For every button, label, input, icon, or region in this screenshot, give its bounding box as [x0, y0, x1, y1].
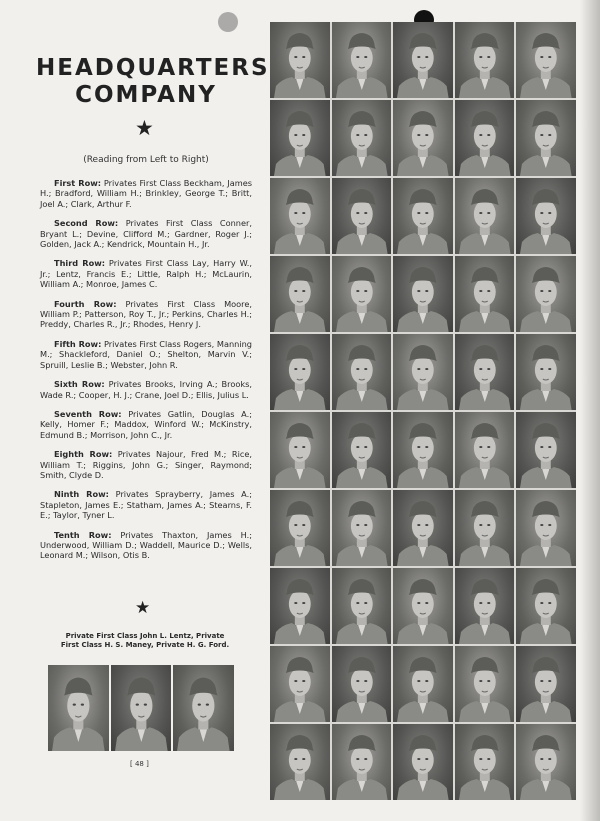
soldier-portrait — [270, 568, 330, 644]
punch-hole — [218, 12, 238, 32]
row-entry — [40, 339, 252, 370]
soldier-portrait — [332, 490, 392, 566]
soldier-portrait — [270, 334, 330, 410]
soldier-portrait — [270, 100, 330, 176]
soldier-portrait — [393, 646, 453, 722]
soldier-portrait — [270, 256, 330, 332]
row-names: Privates Brooks, Irving A.; Brooks, Wade R.; Cooper, H. J.; Crane, Joel D.; Ellis, Julius L. — [40, 379, 252, 400]
soldier-portrait — [393, 22, 453, 98]
soldier-portrait — [455, 646, 515, 722]
soldier-portrait — [455, 178, 515, 254]
soldier-portrait — [393, 256, 453, 332]
row-names: Privates Thaxton, James H.; Underwood, William D.; Waddell, Maurice D.; Wells, Leonard M.; Wilson, Otis B. — [40, 529, 252, 561]
bottom-portrait-row — [48, 665, 234, 751]
row-label: Tenth Row: — [54, 529, 112, 540]
reading-order-note: (Reading from Left to Right) — [83, 155, 209, 165]
row-names: Privates Gatlin, Douglas A.; Kelly, Homer F.; Maddox, Winford W.; McKinstry, Edmund B.; Morrison, John C., Jr. — [40, 408, 253, 440]
page-title — [36, 55, 270, 109]
soldier-portrait — [455, 568, 515, 644]
row-entry — [40, 379, 252, 400]
soldier-portrait — [516, 256, 576, 332]
row-label: Sixth Row: — [54, 379, 105, 390]
star-icon: ★ — [135, 598, 151, 618]
soldier-portrait — [455, 256, 515, 332]
soldier-portrait — [516, 334, 576, 410]
row-names: Privates Najour, Fred M.; Rice, William T.; Riggins, John G.; Singer, Raymond; Smith, Clyde D. — [40, 449, 252, 480]
row-names: Privates First Class Conner, Bryant L.; Devine, Clifford M.; Gardner, Roger J.; Golden, Jack A.; Kendrick, Mountain H., Jr. — [40, 218, 252, 250]
row-label: First Row: — [54, 178, 102, 188]
soldier-portrait — [332, 568, 392, 644]
soldier-portrait — [516, 178, 576, 254]
row-names: Privates First Class Beckham, James H.; Bradford, William H.; Brinkley, George T.; Britt, Joel A.; Clark, Arthur F. — [40, 178, 252, 209]
soldier-portrait — [270, 490, 330, 566]
soldier-portrait — [516, 100, 576, 176]
soldier-portrait — [270, 412, 330, 488]
star-icon: ★ — [135, 116, 154, 140]
soldier-portrait — [111, 665, 172, 751]
soldier-portrait — [516, 568, 576, 644]
row-entry — [40, 299, 252, 330]
row-label: Second Row: — [54, 218, 119, 229]
soldier-portrait — [516, 490, 576, 566]
soldier-portrait — [393, 334, 453, 410]
soldier-portrait — [332, 646, 392, 722]
soldier-portrait — [332, 724, 392, 800]
page-number: [ 48 ] — [130, 760, 149, 768]
soldier-portrait — [393, 412, 453, 488]
soldier-portrait — [332, 256, 392, 332]
row-entry — [40, 218, 252, 249]
soldier-portrait — [393, 724, 453, 800]
row-label: Ninth Row: — [54, 489, 109, 500]
soldier-portrait — [332, 100, 392, 176]
page-edge-shadow — [580, 0, 600, 821]
soldier-portrait — [455, 334, 515, 410]
soldier-portrait — [270, 724, 330, 800]
soldier-portrait — [455, 724, 515, 800]
row-label: Third Row: — [54, 258, 106, 269]
soldier-portrait — [516, 724, 576, 800]
soldier-portrait — [270, 646, 330, 722]
row-names: Privates Sprayberry, James A.; Stapleton, James E.; Statham, James A.; Stearns, F. E.; Taylor, Tyner L. — [40, 489, 252, 521]
soldier-portrait — [393, 568, 453, 644]
soldier-portrait — [173, 665, 234, 751]
row-label: Seventh Row: — [54, 408, 122, 419]
row-names: Privates First Class Rogers, Manning M.; Shackleford, Daniel O.; Shelton, Marvin V.; Spruill, Leslie B.; Webster, John R. — [40, 338, 253, 370]
soldier-portrait — [48, 665, 109, 751]
soldier-portrait — [332, 178, 392, 254]
soldier-portrait — [332, 334, 392, 410]
row-entry — [40, 178, 252, 209]
bottom-photos-caption: Private First Class John L. Lentz, Private First Class H. S. Maney, Private H. G. Ford. — [60, 632, 230, 649]
row-label: Fourth Row: — [54, 298, 117, 309]
soldier-portrait — [455, 100, 515, 176]
soldier-portrait — [332, 412, 392, 488]
soldier-portrait — [270, 178, 330, 254]
soldier-portrait — [516, 646, 576, 722]
soldier-portrait — [332, 22, 392, 98]
soldier-portrait — [393, 178, 453, 254]
title-line-2: COMPANY — [75, 82, 217, 108]
soldier-portrait — [455, 490, 515, 566]
soldier-portrait — [393, 100, 453, 176]
row-names: Privates First Class Lay, Harry W., Jr.; Lentz, Francis E.; Little, Ralph H.; McLaurin, William A.; Monroe, James C. — [40, 258, 252, 290]
row-entry — [40, 409, 252, 440]
soldier-portrait — [516, 412, 576, 488]
row-names-list — [40, 178, 252, 570]
soldier-portrait — [393, 490, 453, 566]
row-entry — [40, 449, 252, 480]
portrait-grid — [270, 22, 576, 800]
row-label: Fifth Row: — [54, 338, 102, 349]
soldier-portrait — [455, 412, 515, 488]
soldier-portrait — [516, 22, 576, 98]
row-entry — [40, 258, 252, 289]
row-names: Privates First Class Moore, William P.; Patterson, Roy T., Jr.; Perkins, Charles H.; Preddy, Charles R., Jr.; Rhodes, Henry J. — [40, 298, 252, 330]
row-entry — [40, 530, 252, 561]
soldier-portrait — [455, 22, 515, 98]
row-entry — [40, 489, 252, 520]
soldier-portrait — [270, 22, 330, 98]
row-label: Eighth Row: — [54, 449, 113, 460]
title-line-1: HEADQUARTERS — [36, 55, 270, 81]
